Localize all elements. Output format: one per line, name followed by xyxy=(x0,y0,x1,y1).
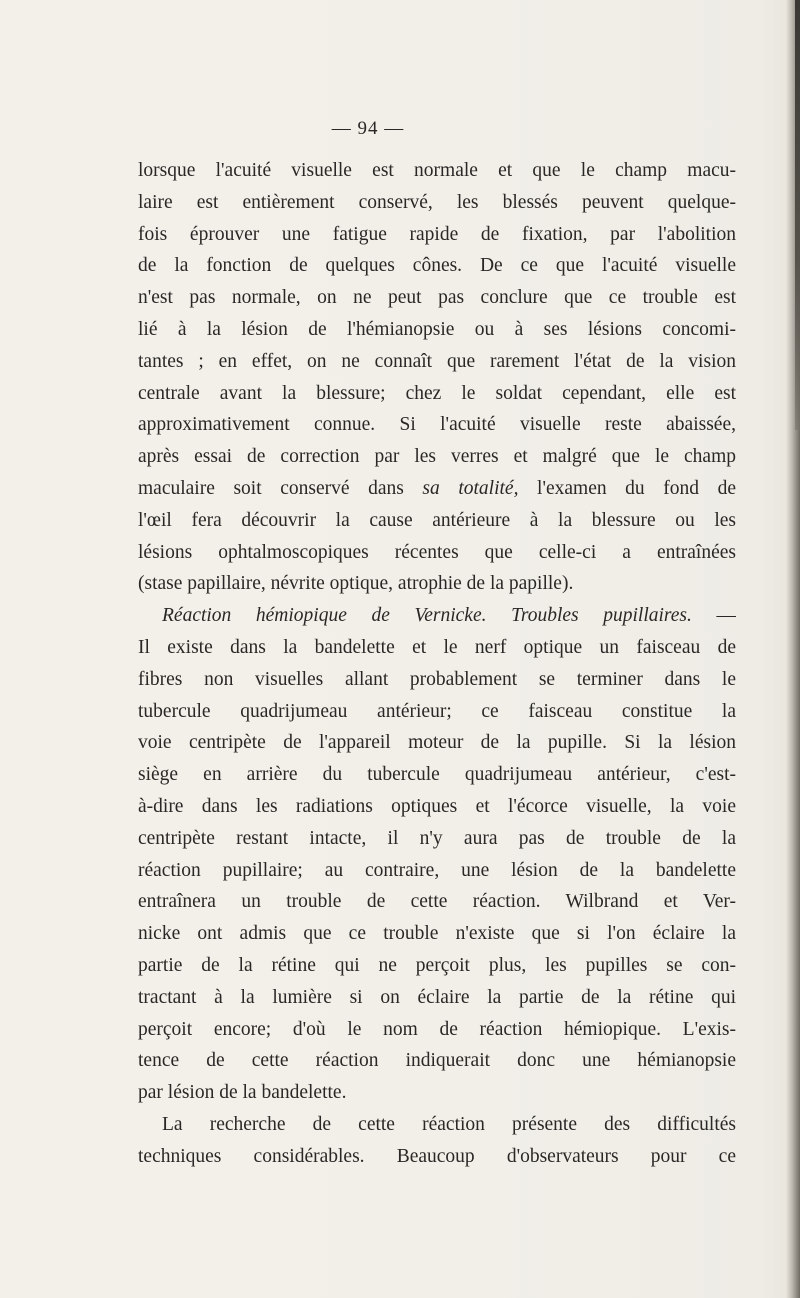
text-line: fois éprouver une fatigue rapide de fixation, par l'abolition xyxy=(138,223,736,245)
text-line: tence de cette réaction indiquerait donc une hémianopsie xyxy=(138,1050,736,1072)
section-heading-line xyxy=(138,600,736,632)
text-line: tubercule quadrijumeau antérieur; ce faisceau constitue la xyxy=(138,700,736,722)
text-segment: maculaire soit conservé dans xyxy=(138,477,423,499)
text-line: tantes ; en effet, on ne connaît que rarement l'état de la vision xyxy=(138,350,736,372)
text-line: entraînera un trouble de cette réaction. Wilbrand et Ver- xyxy=(138,891,736,913)
text-line: lorsque l'acuité visuelle est normale et que le champ macu- xyxy=(138,160,736,181)
text-line: fibres non visuelles allant probablement se terminer dans le xyxy=(138,668,736,690)
text-line: lié à la lésion de l'hémianopsie ou à ses lésions concomi- xyxy=(138,318,736,340)
text-line: La recherche de cette réaction présente des difficultés xyxy=(162,1113,736,1135)
text-line: centripète restant intacte, il n'y aura pas de trouble de la xyxy=(138,827,736,849)
text-line: nicke ont admis que ce trouble n'existe que si l'on éclaire la xyxy=(138,923,736,945)
text-line xyxy=(138,473,736,505)
text-line: n'est pas normale, on ne peut pas conclure que ce trouble est xyxy=(138,287,736,309)
text-line: Il existe dans la bandelette et le nerf optique un faisceau de xyxy=(138,636,736,658)
text-segment: l'examen du fond de xyxy=(518,477,736,499)
text-line: approximativement connue. Si l'acuité visuelle reste abaissée, xyxy=(138,414,736,436)
text-line: après essai de correction par les verres et malgré que le champ xyxy=(138,446,736,468)
text-line: par lésion de la bandelette. xyxy=(138,1082,347,1104)
text-line: partie de la rétine qui ne perçoit plus, les pupilles se con- xyxy=(138,954,736,976)
text-line: perçoit encore; d'où le nom de réaction hémiopique. L'exis- xyxy=(138,1018,736,1040)
binding-edge xyxy=(795,0,800,430)
text-line: tractant à la lumière si on éclaire la partie de la rétine qui xyxy=(138,986,736,1008)
text-line: laire est entièrement conservé, les blessés peuvent quelque- xyxy=(138,191,736,213)
text-line: centrale avant la blessure; chez le soldat cependant, elle est xyxy=(138,382,736,404)
text-line: techniques considérables. Beaucoup d'observateurs pour ce xyxy=(138,1145,736,1167)
text-line: l'œil fera découvrir la cause antérieure à la blessure ou les xyxy=(138,509,736,531)
text-line: siège en arrière du tubercule quadrijumeau antérieur, c'est- xyxy=(138,764,736,786)
heading-dash: — xyxy=(691,605,736,627)
section-heading: Réaction hémiopique de Vernicke. Troubles pupillaires. xyxy=(162,605,692,627)
text-line: voie centripète de l'appareil moteur de la pupille. Si la lésion xyxy=(138,732,736,754)
text-line: (stase papillaire, névrite optique, atrophie de la papille). xyxy=(138,573,574,595)
text-line: lésions ophtalmoscopiques récentes que celle-ci a entraînées xyxy=(138,541,736,563)
text-line: réaction pupillaire; au contraire, une lésion de la bandelette xyxy=(138,859,736,881)
text-line: à-dire dans les radiations optiques et l'écorce visuelle, la voie xyxy=(138,795,736,817)
text-line: de la fonction de quelques cônes. De ce que l'acuité visuelle xyxy=(138,255,736,277)
italic-phrase: sa totalité, xyxy=(422,477,519,499)
page-number: — 94 — xyxy=(331,118,405,139)
body-text xyxy=(138,155,736,1173)
